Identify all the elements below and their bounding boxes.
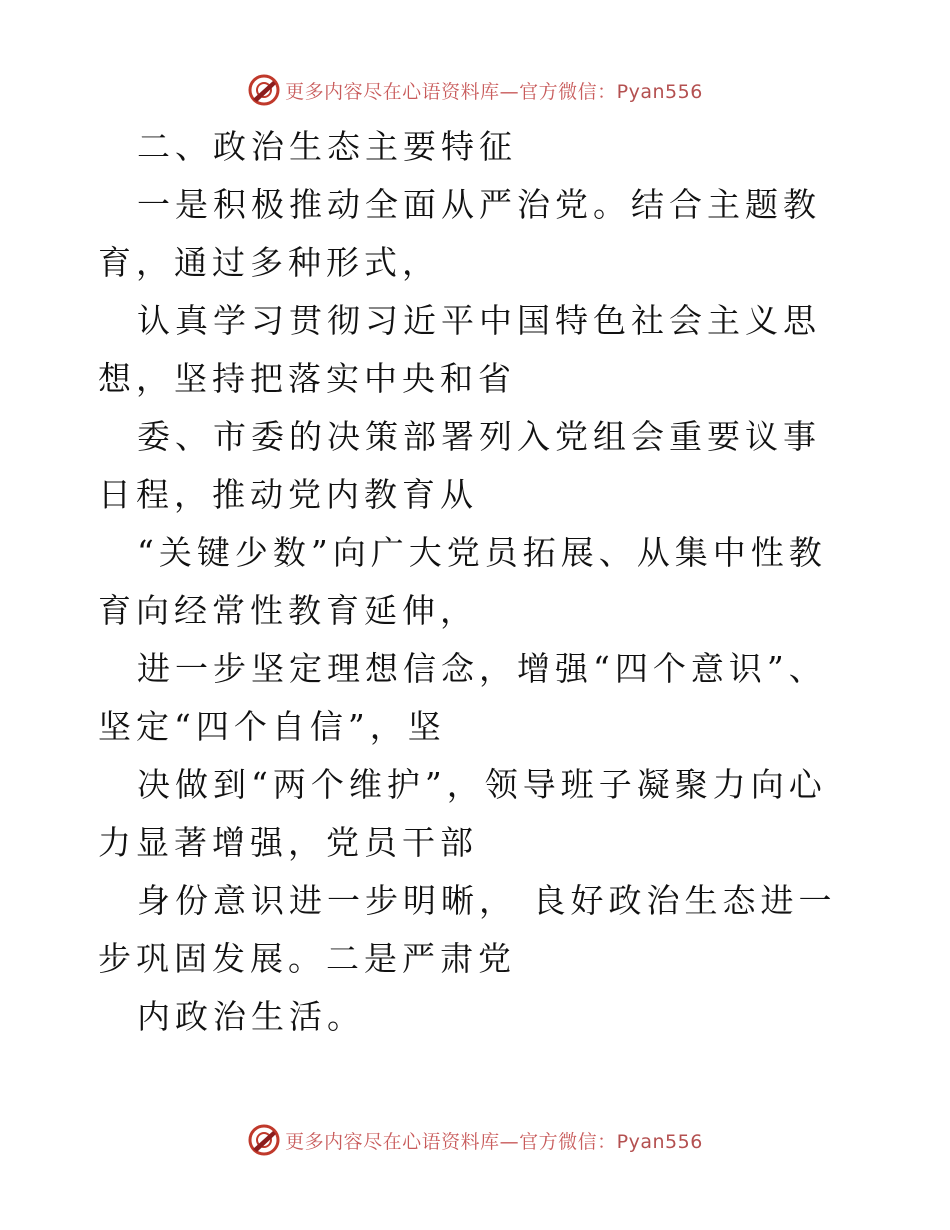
header-banner xyxy=(0,70,950,110)
banner-text: 更多内容尽在心语资料库—官方微信：Pyan556 xyxy=(285,1130,703,1153)
section-heading: 二、政治生态主要特征 xyxy=(137,127,517,166)
document-body xyxy=(98,118,858,1046)
paragraph: 认真学习贯彻习近平中国特色社会主义思想，坚持把落实中央和省 xyxy=(98,301,821,398)
banner-wechat-id: Pyan556 xyxy=(616,80,703,103)
paragraph: 决做到“两个维护”，领导班子凝聚力向心力显著增强，党员干部 xyxy=(98,765,827,862)
paragraph: 委、市委的决策部署列入党组会重要议事日程，推动党内教育从 xyxy=(98,417,821,514)
paragraph: 进一步坚定理想信念，增强“四个意识”、坚定“四个自信”，坚 xyxy=(98,649,827,746)
footer-banner xyxy=(0,1120,950,1160)
brand-logo-icon xyxy=(247,73,281,107)
brand-logo-icon xyxy=(247,1123,281,1157)
banner-text: 更多内容尽在心语资料库—官方微信：Pyan556 xyxy=(285,80,703,103)
banner-wechat-id: Pyan556 xyxy=(616,1130,703,1153)
paragraph: 内政治生活。 xyxy=(137,997,365,1036)
paragraph: 一是积极推动全面从严治党。结合主题教育，通过多种形式， xyxy=(98,185,821,282)
paragraph: 身份意识进一步明晰， 良好政治生态进一步巩固发展。二是严肃党 xyxy=(98,881,837,978)
paragraph: “关键少数”向广大党员拓展、从集中性教育向经常性教育延伸， xyxy=(98,533,827,630)
